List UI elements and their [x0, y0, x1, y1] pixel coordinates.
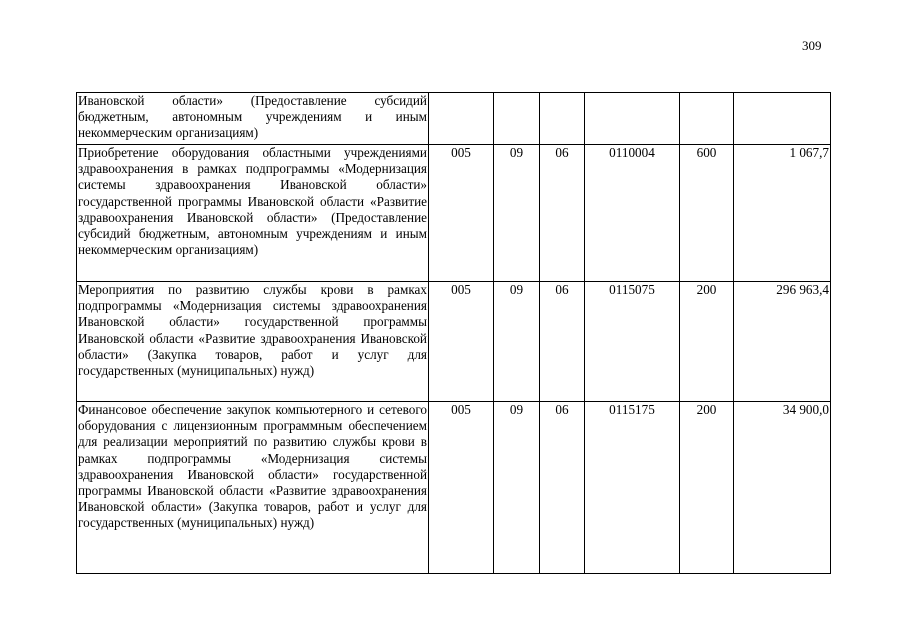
row-expense-type: 600 [680, 145, 734, 282]
row-section-code: 09 [494, 282, 540, 402]
row-target-code [585, 93, 680, 145]
row-section-code [494, 93, 540, 145]
row-description: Финансовое обеспечение закупок компьютерного и сетевого оборудования с лицензионным программным обеспечением для реализации мероприятий по развитию службы крови в рамках подпрограммы «Модернизация системы здравоохранения Ивановской области» государственной программы Ивановской области «Развитие здравоохранения Ивановской области» (Закупка товаров, работ и услуг для государственных (муниципальных) нужд) [77, 402, 429, 574]
row-admin-code: 005 [429, 402, 494, 574]
row-target-code: 0115075 [585, 282, 680, 402]
row-subsection-code [540, 93, 585, 145]
row-admin-code: 005 [429, 282, 494, 402]
row-description: Приобретение оборудования областными учреждениями здравоохранения в рамках подпрограммы «Модернизация системы здравоохранения Ивановской области» государственной программы Ивановской области «Развитие здравоохранения Ивановской области» (Предоставление субсидий бюджетным, автономным учреждениям и иным некоммерческим организациям) [77, 145, 429, 282]
row-description: Мероприятия по развитию службы крови в рамках подпрограммы «Модернизация системы здравоохранения Ивановской области» государственной программы Ивановской области «Развитие здравоохранения Ивановской области» (Закупка товаров, работ и услуг для государственных (муниципальных) нужд) [77, 282, 429, 402]
row-section-code: 09 [494, 402, 540, 574]
row-target-code: 0110004 [585, 145, 680, 282]
row-admin-code [429, 93, 494, 145]
row-admin-code: 005 [429, 145, 494, 282]
row-amount: 296 963,4 [734, 282, 831, 402]
row-amount: 34 900,0 [734, 402, 831, 574]
table-row [77, 145, 831, 282]
row-section-code: 09 [494, 145, 540, 282]
budget-table [76, 92, 831, 574]
row-amount [734, 93, 831, 145]
page-number: 309 [802, 38, 822, 53]
table-row [77, 282, 831, 402]
row-subsection-code: 06 [540, 145, 585, 282]
row-expense-type: 200 [680, 282, 734, 402]
table-row [77, 402, 831, 574]
row-expense-type: 200 [680, 402, 734, 574]
row-subsection-code: 06 [540, 402, 585, 574]
row-target-code: 0115175 [585, 402, 680, 574]
row-subsection-code: 06 [540, 282, 585, 402]
row-amount: 1 067,7 [734, 145, 831, 282]
row-description: Ивановской области» (Предоставление субсидий бюджетным, автономным учреждениям и иным некоммерческим организациям) [77, 93, 429, 145]
table-row [77, 93, 831, 145]
row-expense-type [680, 93, 734, 145]
